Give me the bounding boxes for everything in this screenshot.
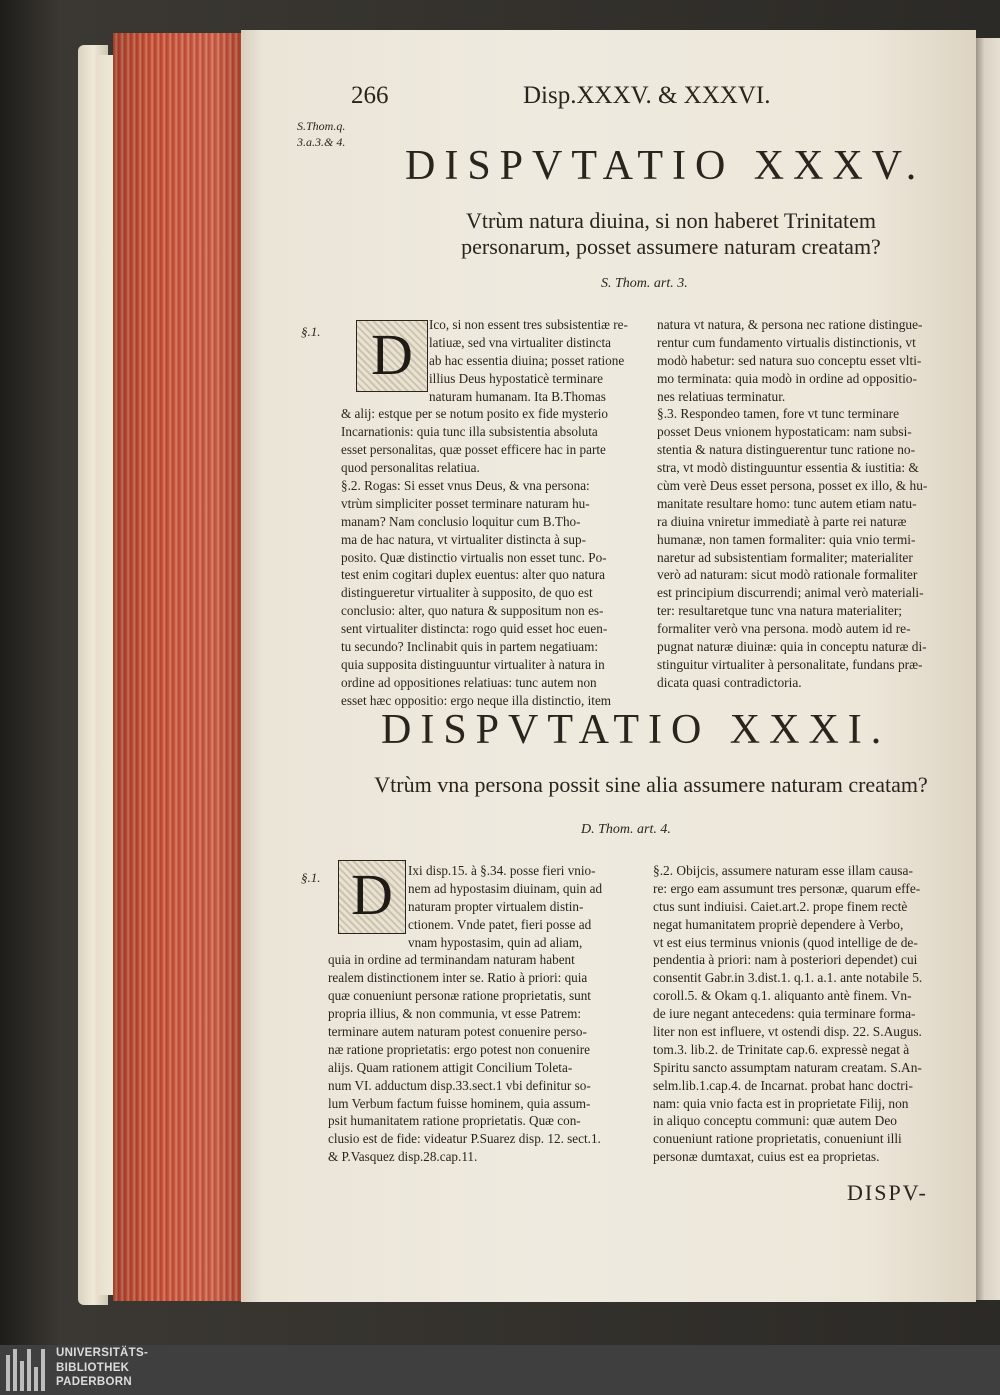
library-logo-icon <box>6 1349 48 1391</box>
text-line: & alij: estque per se notum posito ex fide mysterio <box>341 406 608 422</box>
text-line: modò habetur: sed natura suo conceptu esset vlti- <box>657 352 922 368</box>
right-column <box>653 862 963 1166</box>
text-line: nes relatiuas terminatur. <box>657 388 786 404</box>
text-line: stinguitur virtualiter à personalitate, fundans præ- <box>657 656 923 672</box>
text-line: formaliter verò vna persona. modò autem id re- <box>657 621 911 637</box>
library-footer <box>0 1345 1000 1395</box>
facing-page-edge <box>974 38 1000 1300</box>
text-line: esset personalitas, quæ posset efficere hac in parte <box>341 442 606 458</box>
margin-note-line: S.Thom.q. <box>297 119 346 133</box>
text-line: §.3. Respondeo tamen, fore vt tunc terminare <box>657 406 900 422</box>
text-line: stentia & natura distinguerentur tunc ratione no- <box>657 442 916 458</box>
text-line: verò ad naturam: sicut modò rationale formaliter <box>657 567 918 583</box>
page-edge-shading <box>113 33 241 1301</box>
text-line: tu secundo? Inclinabit quis in partem negatiuam: <box>341 639 599 655</box>
decorated-initial: D <box>356 320 428 392</box>
catchword: DISPV- <box>847 1180 928 1205</box>
text-line: conclusio: alter, quo natura & suppositum non es- <box>341 603 604 619</box>
text-line: stra, vt modò distinguuntur essentia & iustitia: & <box>657 460 919 476</box>
text-line: ab hac essentia diuina; posset ratione <box>429 352 625 368</box>
text-line: in aliquo conceptu communi: quæ autem Deo <box>653 1113 897 1129</box>
text-line: consentit Gabr.in 3.dist.1. q.1. a.1. ante notabile 5. <box>653 970 923 986</box>
text-line: lum Verbum factum fuisse hominem, quia assum- <box>328 1095 591 1111</box>
text-line: de iure negant antecedens: quia terminare forma- <box>653 1006 916 1022</box>
library-name-line: PADERBORN <box>56 1376 132 1388</box>
text-line: & P.Vasquez disp.28.cap.11. <box>328 1149 478 1165</box>
disputation-title: DISPVTATIO XXXI. <box>381 707 891 753</box>
text-line: coroll.5. & Okam q.1. aliquanto antè finem. Vn- <box>653 988 912 1004</box>
library-name <box>56 1346 148 1390</box>
text-line: posito. Quæ distinctio virtualis non esset tunc. Po- <box>341 549 607 565</box>
library-name-line: BIBLIOTHEK <box>56 1361 130 1374</box>
disputation-question: Vtrùm natura diuina, si non haberet Trinitatem personarum, posset assumere naturam creatam? <box>461 208 881 259</box>
text-line: quod personalitas relatiua. <box>341 460 480 476</box>
text-line: ter: resultaretque tunc vna natura materialiter; <box>657 603 903 619</box>
text-line: liter non est influere, vt ostendi disp. 22. S.Augus. <box>653 1024 922 1040</box>
page-number: 266 <box>351 82 389 109</box>
text-line: natura vt natura, & persona nec ratione distingue- <box>657 317 923 332</box>
thomas-reference: S. Thom. art. 3. <box>601 276 688 291</box>
text-line: næ ratione proprietatis: ergo potest non conuenire <box>328 1041 590 1057</box>
text-line: §.2. Obijcis, assumere naturam esse illam causa- <box>653 863 913 878</box>
text-line: distingueretur virtualiter à supposito, de quo est <box>341 585 593 601</box>
text-line: num VI. adductum disp.33.sect.1 vbi definitur so- <box>328 1077 591 1093</box>
text-line: ma de hac natura, vt virtualiter distincta à sup- <box>341 531 586 547</box>
text-line: naturam humanam. Ita B.Thomas <box>429 388 606 404</box>
book-page <box>241 30 976 1302</box>
text-line: realem distinctionem inter se. Ratio à priori: quia <box>328 970 588 986</box>
text-line: test enim cogitari duplex euentus: alter quo natura <box>341 567 606 583</box>
left-column <box>341 316 641 710</box>
text-line: quæ conueniunt personæ ratione proprietatis, sunt <box>328 988 591 1004</box>
section-mark: §.1. <box>301 324 321 339</box>
text-line: ctionem. Vnde patet, fieri posse ad <box>408 916 592 932</box>
text-line: rentur cum fundamento virtualis distinctionis, vt <box>657 334 916 350</box>
text-line: cùm verè Deus esset persona, posset ex illo, & hu- <box>657 478 928 494</box>
text-line: pugnat naturæ diuinæ: quia in conceptu naturæ di- <box>657 639 927 655</box>
text-line: ra diuina vniretur immediatè à parte rei naturæ <box>657 513 907 529</box>
text-line: sent virtualiter distincta: rogo quid esset hoc euen- <box>341 621 608 637</box>
text-line: Incarnationis: quia tunc illa subsistentia absoluta <box>341 424 598 440</box>
text-line: esset hæc oppositio: ergo neque illa distinctio, item <box>341 692 612 708</box>
text-line: tom.3. lib.2. de Trinitate cap.6. expressè negat à <box>653 1041 910 1057</box>
text-line: vtrùm simpliciter posset terminare naturam hu- <box>341 495 590 511</box>
text-line: manitate resultare homo: tunc autem etiam natu- <box>657 495 917 511</box>
text-line: Ixi disp.15. à §.34. posse fieri vnio- <box>408 863 596 878</box>
text-line: conueniunt ratione proprietatis, conueniunt illi <box>653 1131 902 1147</box>
text-line: humanæ, non tamen formaliter: quia vnio termi- <box>657 531 916 547</box>
text-line: ctus sunt indiuisi. Caiet.art.2. prope finem rectè <box>653 898 908 914</box>
text-line: clusio est de fide: videatur P.Suarez disp. 12. sect.1. <box>328 1131 601 1147</box>
text-line: pendentia à priori: nam à posteriori dependet) cui <box>653 952 918 968</box>
text-line: alijs. Quam rationem attigit Concilium Toleta- <box>328 1059 573 1075</box>
text-line: terminare autem naturam potest conuenire perso- <box>328 1024 587 1040</box>
running-title: Disp.XXXV. & XXXVI. <box>523 82 771 109</box>
text-line: re: ergo eam assumunt tres personæ, quarum effe- <box>653 880 921 896</box>
text-line: dicata quasi contradictoria. <box>657 674 802 690</box>
text-line: vnam hypostasim, quin ad aliam, <box>408 934 583 950</box>
text-line: mo terminata: quia modò in ordine ad oppositio- <box>657 370 917 386</box>
right-column <box>657 316 957 692</box>
disputation-question: Vtrùm vna persona possit sine alia assumere naturam creatam? <box>374 772 928 797</box>
text-line: selm.lib.1.cap.4. de Incarnat. probat hanc doctri- <box>653 1077 913 1093</box>
text-line: est principium discurrendi; animal verò materiali- <box>657 585 924 601</box>
thomas-reference: D. Thom. art. 4. <box>581 822 671 837</box>
left-column <box>328 862 638 1166</box>
text-line: nem ad hypostasim diuinam, quin ad <box>408 880 603 896</box>
text-line: illius Deus hypostaticè terminare <box>429 370 603 386</box>
text-line: propria illius, & non communia, vt esse Patrem: <box>328 1006 582 1022</box>
text-line: naretur ad subsistentiam formaliter; materialiter <box>657 549 913 565</box>
text-line: latiuæ, sed vna virtualiter distincta <box>429 334 612 350</box>
text-line: naturam propter virtualem distin- <box>408 898 584 914</box>
library-name-line: UNIVERSITÄTS- <box>56 1347 149 1359</box>
disputation-title: DISPVTATIO XXXV. <box>405 143 926 189</box>
margin-note-line: 3.a.3.& 4. <box>297 135 346 149</box>
decorated-initial: D <box>338 860 406 934</box>
text-line: manam? Nam conclusio loquitur cum B.Tho- <box>341 513 581 529</box>
text-line: vt est eius terminus vnionis (quod intellige de de- <box>653 934 918 950</box>
margin-note <box>297 118 345 150</box>
text-line: Ico, si non essent tres subsistentiæ re- <box>429 317 628 332</box>
text-line: §.2. Rogas: Si esset vnus Deus, & vna persona: <box>341 478 590 494</box>
text-line: quia in ordine ad terminandam naturam habent <box>328 952 575 968</box>
text-line: psit humanitatem ratione proprietatis. Quæ con- <box>328 1113 581 1129</box>
text-line: ordine ad oppositiones relatiuas: tunc autem non <box>341 674 597 690</box>
text-line: nam: quia vnio facta est in proprietate Filij, non <box>653 1095 909 1111</box>
text-line: personæ dumtaxat, cuius est ea proprietas. <box>653 1149 880 1165</box>
text-line: Spiritu sancto assumptam naturam creatam. S.An- <box>653 1059 922 1075</box>
section-mark: §.1. <box>301 870 321 885</box>
text-line: quia supposita distinguuntur virtualiter à natura in <box>341 656 605 672</box>
text-line: posset Deus vnionem hypostaticam: nam subsi- <box>657 424 912 440</box>
text-line: negat humanitatem propriè dependere à Verbo, <box>653 916 904 932</box>
